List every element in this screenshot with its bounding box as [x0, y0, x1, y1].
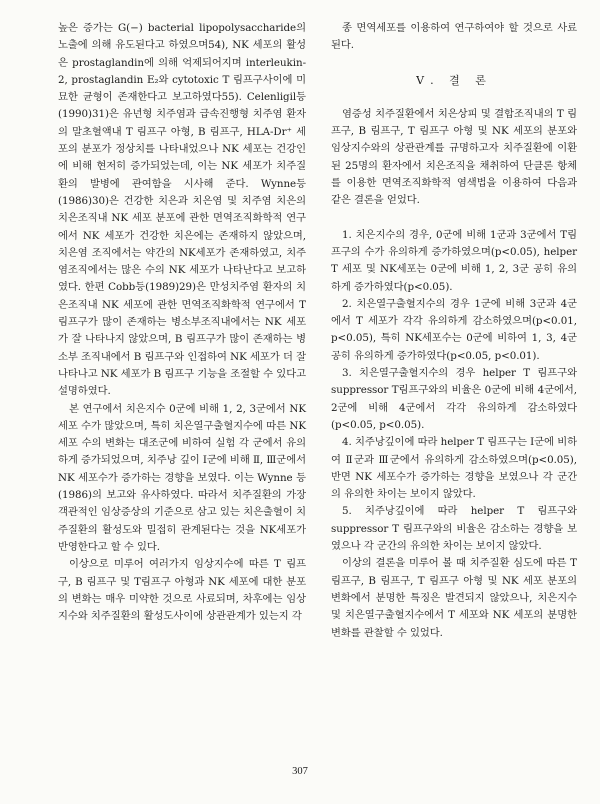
body-paragraph: 본 연구에서 치은지수 0군에 비해 1, 2, 3군에서 NK 세포 수가 많았으며, 특히 치은열구출혈지수에 따른 NK 세포 수의 변화는 대조군에 비하여 실험 각 군에서 유의하게 증가되었으며, 치주낭 깊이 Ⅰ군에 비해 Ⅱ, Ⅲ군에서 NK 세포수가 증가하는 경향을 보였다. 이는 Wynne 등(1986)의 보고와 유사하였다. 따라서 치주질환의 가장 객관적인 임상증상의 기준으로 삼고 있는 치은출혈이 치주질환의 활성도와 밀접히 관계된다는 것을 NK세포가 반영한다고 할 수 있다. — [58, 402, 306, 553]
closing-paragraph: 이상의 결론을 미루어 볼 때 치주질환 심도에 따른 T 림프구, B 림프구, T 림프구 아형 및 NK 세포 분포의 변화에서 분명한 특징은 발견되지 않았으나, 치은지수 및 치은열구출혈지수에서 T 세포와 NK 세포의 분명한 변화를 관찰할 수 있었다. — [331, 557, 577, 639]
finding-item: 5. 치주낭깊이에 따라 helper T 림프구와 suppressor T 림프구와의 비율은 감소하는 경향을 보였으나 각 군간의 유의한 차이는 보이지 않았다. — [331, 505, 577, 553]
finding-item: 3. 치은열구출혈지수의 경우 helper T 림프구와 suppressor T림프구와의 비율은 0군에 비해 4군에서, 2군에 비해 4군에서 각각 유의하게 감소하였다(p<0.05, p<0.05). — [331, 367, 577, 431]
body-paragraph: 높은 증가는 G(−) bacterial lipopolysaccharide의 노출에 의해 유도된다고 하였으며54), NK 세포의 활성은 prostaglandin에 의해 억제되어지며 interleukin-2, prostaglandin E₂와 cytotoxic T 림프구사이에 미묘한 균형이 존재한다고 보고하였다55). Celenligil등(1990)31)은 유년형 치주염과 급속진행형 치주염 환자의 말초혈액내 T 림프구 아형, B 림프구, HLA-Dr⁺ 세포의 분포가 정상치를 나타내었으나 NK 세포는 건강인에 비해 현저히 증가되었는데, 이는 NK 세포가 치주질환의 발병에 관여함을 시사해 준다. Wynne등(1986)30)은 건강한 치은과 치은염 및 치주염 치은의 치은조직내 NK 세포 분포에 관한 면역조직화학적 연구에서 NK 세포가 건강한 치은에는 존재하지 않았으며, 치은염 조직에서는 약간의 NK세포가 존재하였고, 치주염조직에서는 많은 수의 NK 세포가 나타난다고 보고하였다. 한편 Cobb등(1989)29)은 만성치주염 환자의 치은조직내 NK 세포에 관한 면역조직화학적 연구에서 T 림프구가 많이 존재하는 병소부조직내에서는 NK 세포가 잘 나타나지 않았으며, B 림프구가 많이 존재하는 병소부 조직내에서 B 림프구와 인접하여 NK 세포가 더 잘 나타나고 NK 세포가 B 림프구 기능을 조절할 수 있다고 설명하였다. — [58, 22, 306, 398]
finding-item: 1. 치은지수의 경우, 0군에 비해 1군과 3군에서 T림프구의 수가 유의하게 증가하였으며(p<0.05), helper T 세포 및 NK세포는 0군에 비해 1, 2, 3군 공히 유의하게 증가하였다(p<0.05). — [331, 228, 577, 293]
right-column — [331, 20, 577, 642]
left-column — [58, 20, 306, 625]
page-number: 307 — [292, 766, 308, 777]
intro-paragraph: 종 면역세포를 이용하여 연구하여야 할 것으로 사료된다. — [331, 22, 577, 52]
body-paragraph: 이상으로 미루어 여러가지 임상지수에 따른 T 림프구, B 림프구 및 T림프구 아형과 NK 세포에 대한 분포의 변화는 매우 미약한 것으로 사료되며, 차후에는 임상지수와 치주질환의 활성도사이에 상관관계가 있는지 각 — [58, 558, 306, 623]
finding-item: 2. 치은열구출혈지수의 경우 1군에 비해 3군과 4군에서 T 세포가 각각 유의하게 감소하였으며(p<0.01, p<0.05), 특히 NK세포수는 0군에 비하여 1, 3, 4군 공히 유의하게 증가하였다(p<0.05, p<0.01). — [331, 297, 577, 362]
finding-item: 4. 치주낭깊이에 따라 helper T 림프구는 Ⅰ군에 비하여 Ⅱ군과 Ⅲ군에서 유의하게 감소하였으며(p<0.05), 반면 NK 세포수가 증가하는 경향을 보였으나 각 군간의 유의한 차이는 보이지 않았다. — [331, 436, 577, 501]
section-heading: Ⅴ. 결 론 — [416, 73, 492, 87]
conclusion-intro: 염증성 치주질환에서 치은상피 및 결합조직내의 T 림프구, B 림프구, T 림프구 아형 및 NK 세포의 분포와 임상지수와의 상관관계를 규명하고자 치주질환에 이환된 25명의 환자에서 치은조직을 채취하여 단클론 항체를 이용한 면역조직화학적 염색법을 이용하여 다음과 같은 결론을 얻었다. — [331, 107, 577, 207]
